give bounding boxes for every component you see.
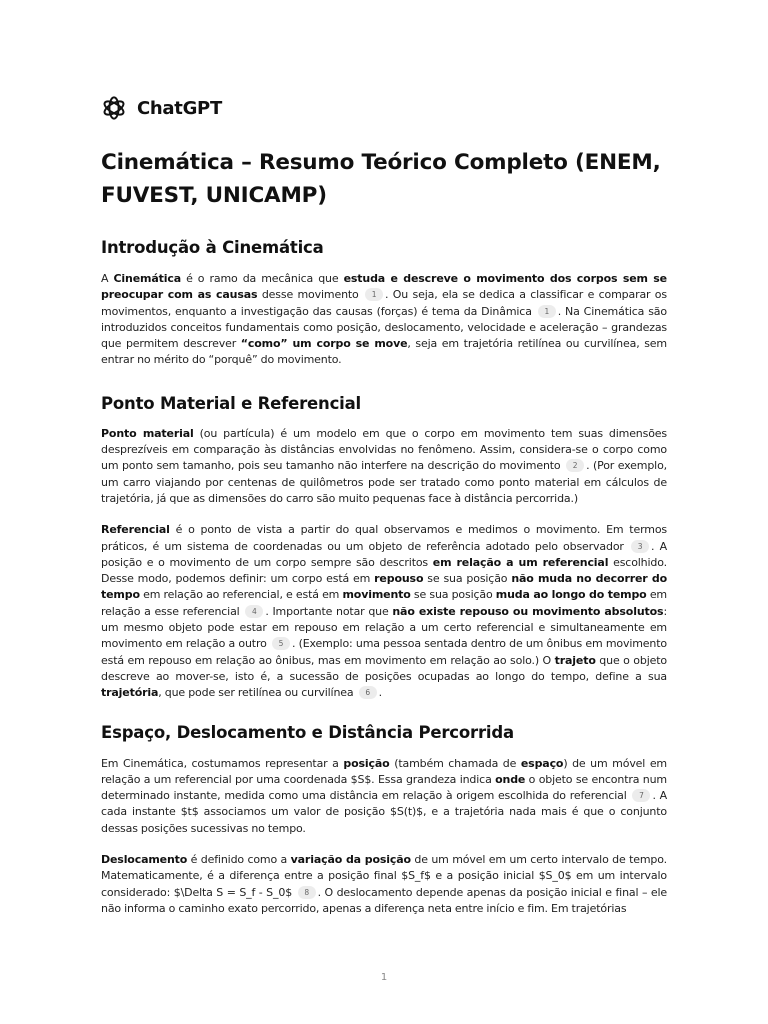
page-number: 1: [380, 972, 388, 983]
citation-badge[interactable]: 4: [245, 605, 263, 618]
citation-badge[interactable]: 3: [631, 540, 649, 553]
brand-name: ChatGPT: [137, 97, 222, 119]
openai-logo-icon: [101, 95, 127, 121]
paragraph-ponto-material: Ponto material (ou partícula) é um modelo em que o corpo em movimento tem suas dimensões desprezíveis em comparação às distâncias envolvidas no fenômeno. Assim, considera-se o corpo como um ponto sem tamanho, pois seu tamanho não interfere na descrição do movimento 2 . (Por exemplo, um carro viajando por centenas de quilômetros pode ser tratado como ponto material em cálculos de trajetória, já que as dimensões do carro são muito pequenas face à distância percorrida.): [101, 426, 667, 505]
document-title: Cinemática – Resumo Teórico Completo (ENEM, FUVEST, UNICAMP): [101, 150, 661, 208]
citation-badge[interactable]: 5: [272, 637, 290, 650]
citation-badge[interactable]: 6: [359, 686, 377, 699]
paragraph-referencial: Referencial é o ponto de vista a partir do qual observamos e medimos o movimento. Em termos práticos, é um sistema de coordenadas ou um objeto de referência adotado pelo observador 3 . A posição e o movimento de um corpo sempre são descritos em relação a um referencial escolhido. Desse modo, podemos definir: um corpo está em repouso se sua posição não muda no decorrer do tempo em relação ao referencial, e está em movimento se sua posição muda ao longo do tempo em relação a esse referencial 4 . Importante notar que não existe repouso ou movimento absolutos: um mesmo objeto pode estar em repouso em relação a um certo referencial e simultaneamente em movimento em relação a outro 5 . (Exemplo: uma pessoa sentada dentro de um ônibus em movimento está em repouso em relação ao ônibus, mas em movimento em relação ao solo.) O trajeto que o objeto descreve ao mover-se, isto é, a sucessão de posições ocupadas ao longo do tempo, define a sua trajetória, que pode ser retilínea ou curvilínea 6 .: [101, 523, 668, 700]
section-heading-introducao: Introdução à Cinemática: [101, 238, 324, 257]
citation-badge[interactable]: 1: [365, 288, 383, 301]
paragraph-posicao: Em Cinemática, costumamos representar a posição (também chamada de espaço) de um móvel em relação a um referencial por uma coordenada $S$. Essa grandeza indica onde o objeto se encontra num determinado instante, medida como uma distância em relação à origem escolhida do referencial 7 . A cada instante $t$ associamos um valor de posição $S(t)$, e a trajetória nada mais é que o conjunto dessas posições sucessivas no tempo.: [101, 756, 667, 835]
citation-badge[interactable]: 2: [566, 459, 584, 472]
citation-badge[interactable]: 7: [632, 789, 650, 802]
paragraph-introducao: A Cinemática é o ramo da mecânica que estuda e descreve o movimento dos corpos sem se preocupar com as causas desse movimento 1 . Ou seja, ela se dedica a classificar e comparar os movimentos, enquanto a investigação das causas (forças) é tema da Dinâmica 1 . Na Cinemática são introduzidos conceitos fundamentais como posição, deslocamento, velocidade e aceleração – grandezas que permitem descrever “como” um corpo se move, seja em trajetória retilínea ou curvilínea, sem entrar no mérito do “porquê” do movimento.: [101, 272, 667, 367]
brand-header: [101, 94, 667, 122]
document-page: [101, 94, 667, 917]
paragraph-deslocamento: Deslocamento é definido como a variação da posição de um móvel em um certo intervalo de tempo. Matematicamente, é a diferença entre a posição final $S_f$ e a posição inicial $S_0$ em um intervalo considerado: $\Delta S = S_f - S_0$ 8 . O deslocamento depende apenas da posição inicial e final – ele não informa o caminho exato percorrido, apenas a diferença neta entre início e fim. Em trajetórias: [101, 853, 668, 915]
citation-badge[interactable]: 1: [538, 305, 556, 318]
citation-badge[interactable]: 8: [298, 886, 316, 899]
section-heading-espaco-deslocamento: Espaço, Deslocamento e Distância Percorrida: [101, 722, 514, 742]
section-heading-ponto-material: Ponto Material e Referencial: [101, 393, 362, 413]
